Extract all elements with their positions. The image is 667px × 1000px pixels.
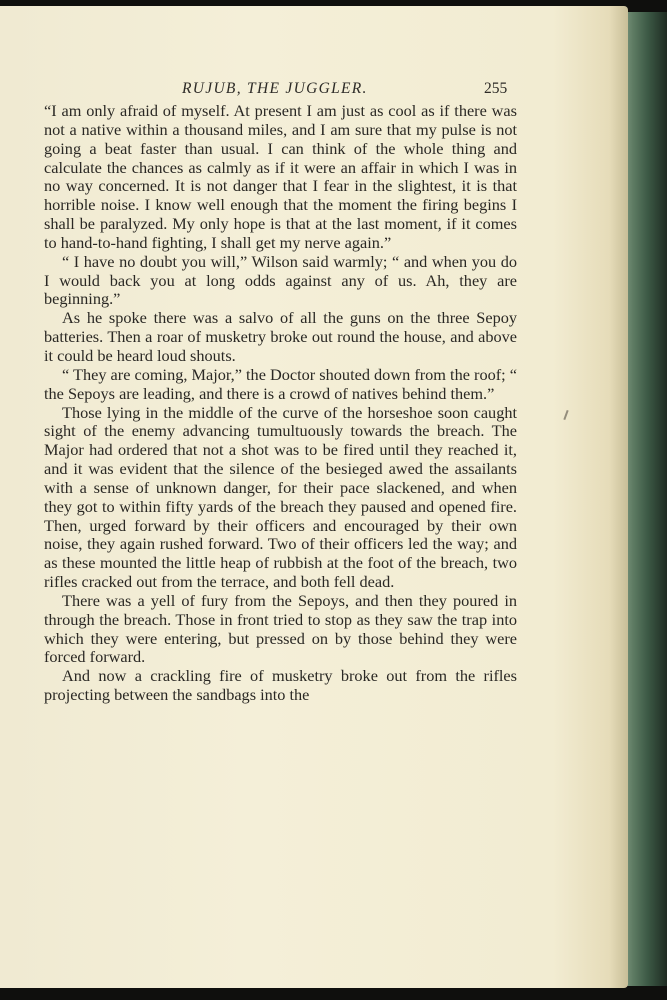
body-text [44,102,517,705]
page-number: 255 [484,80,508,97]
paragraph: And now a crackling fire of musketry broke out from the rifles projecting between the sandbags into the [44,666,517,705]
running-title: RUJUB, THE JUGGLER. [182,80,368,97]
paragraph: As he spoke there was a salvo of all the guns on the three Sepoy batteries. Then a roar of musketry broke out round the house, and above it could be heard loud shouts. [44,308,517,365]
paragraph: “I am only afraid of myself. At present I am just as cool as if there was not a native within a thousand miles, and I am sure that my pulse is not going a beat faster than usual. I can think of the whole thing and calculate the chances as calmly as if it were an affair in which I was in no way concerned. It is not danger that I fear in the slightest, it is that horrible noise. I know well enough that the moment the firing begins I shall be paralyzed. My only hope is that at the last moment, if it comes to hand-to-hand fighting, I shall get my nerve again.” [44,101,517,252]
paragraph: “ They are coming, Major,” the Doctor shouted down from the roof; “ the Sepoys are leading, and there is a crowd of natives behind them.” [44,364,517,403]
page-sheet [0,6,628,988]
paragraph: “ I have no doubt you will,” Wilson said warmly; “ and when you do I would back you at long odds against any of us. Ah, they are beginning.” [44,251,517,309]
paragraph: Those lying in the middle of the curve of the horseshoe soon caught sight of the enemy advancing tumultuously towards the breach. The Major had ordered that not a shot was to be fired until they reached it, and it was evident that the silence of the besieged awed the assailants with a sense of unknown danger, for their pace slackened, and when they got to within fifty yards of the breach they paused and opened fire. Then, urged forward by their officers and encouraged by their own noise, they again rushed forward. Two of their officers led the way; and as these mounted the little heap of rubbish at the foot of the breach, two rifles cracked out from the terrace, and both fell dead. [44,402,517,592]
paragraph: There was a yell of fury from the Sepoys, and then they poured in through the breach. Those in front tried to stop as they saw the trap into which they were entering, but pressed on by those behind they were forced forward. [44,590,517,667]
stray-ink-mark [563,410,568,420]
